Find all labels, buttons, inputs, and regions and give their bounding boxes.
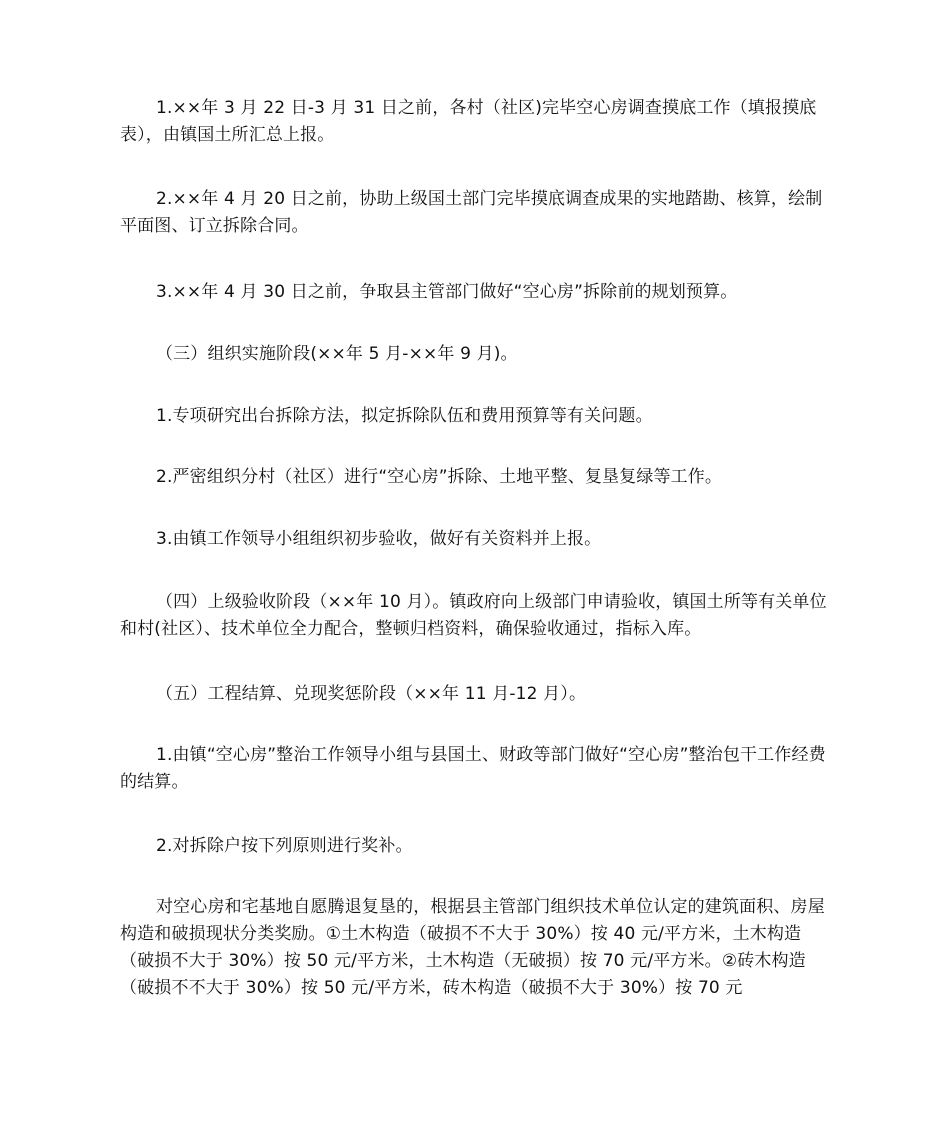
paragraph-demolition-organize: 2.严密组织分村（社区）进行“空心房”拆除、土地平整、复垦复绿等工作。 (156, 467, 723, 487)
paragraph-funding-settlement: 1.由镇“空心房”整治工作领导小组与县国土、财政等部门做好“空心房”整治包干工作经费的结算。 (120, 745, 826, 792)
section-heading-settlement: （五）工程结算、兑现奖惩阶段（××年 11 月-12 月）。 (156, 684, 587, 704)
paragraph-survey-deadline: 1.××年 3 月 22 日-3 月 31 日之前，各村（社区)完毕空心房调查摸底工作（填报摸底表），由镇国土所汇总上报。 (120, 98, 817, 145)
paragraph-reward-details: 对空心房和宅基地自愿腾退复垦的，根据县主管部门组织技术单位认定的建筑面积、房屋构造和破损现状分类奖励。①土木构造（破损不不大于 30%）按 40 元/平方米，土木构造（破损不大于 30%）按 50 元/平方米，土木构造（无破损）按 70 元/平方米。②砖木构造（破损不不大于 30%）按 50 元/平方米，砖木构造（破损不大于 30%）按 70 元 (120, 897, 825, 998)
paragraph-demolition-method: 1.专项研究出台拆除方法，拟定拆除队伍和费用预算等有关问题。 (156, 406, 653, 426)
paragraph-budget: 3.××年 4 月 30 日之前，争取县主管部门做好“空心房”拆除前的规划预算。 (156, 282, 738, 302)
section-heading-implementation: （三）组织实施阶段(××年 5 月-××年 9 月)。 (156, 344, 518, 364)
paragraph-reward-principle: 2.对拆除户按下列原则进行奖补。 (156, 836, 413, 856)
paragraph-initial-acceptance: 3.由镇工作领导小组组织初步验收，做好有关资料并上报。 (156, 529, 602, 549)
section-heading-acceptance: （四）上级验收阶段（××年 10 月）。镇政府向上级部门申请验收，镇国土所等有关单位和村(社区）、技术单位全力配合，整顿归档资料，确保验收通过，指标入库。 (120, 592, 827, 639)
paragraph-field-survey: 2.××年 4 月 20 日之前，协助上级国土部门完毕摸底调查成果的实地踏勘、核算，绘制平面图、订立拆除合同。 (120, 189, 823, 236)
